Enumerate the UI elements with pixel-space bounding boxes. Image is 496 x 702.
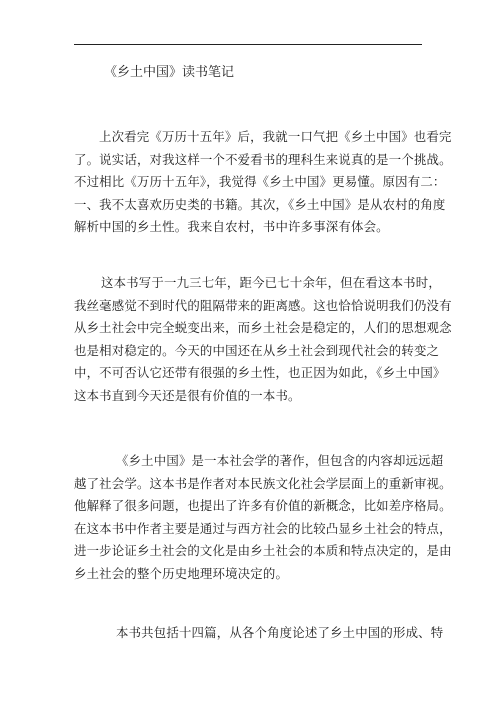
paragraph-3	[74, 450, 452, 586]
paragraph-line: 《乡土中国》是一本社会学的著作，但包含的内容却远远超	[116, 453, 444, 468]
paragraph-line: 了。说实话，对我这样一个不爱看书的理科生来说真的是一个挑战。	[74, 151, 452, 167]
paragraph-line: 上次看完《万历十五年》后，我就一口气把《乡土中国》也看完	[99, 129, 452, 144]
paragraph-line: 这本书写于一九三七年，距今已七十余年，但在看这本书时，	[101, 275, 441, 290]
paragraph-line: 这本书直到今天还是很有价值的一本书。	[74, 387, 301, 403]
paragraph-line: 一、我不太喜欢历史类的书籍。其次，《乡土中国》是从农村的角度	[74, 196, 446, 212]
paragraph-line: 从乡土社会中完全蜕变出来，而乡土社会是稳定的，人们的思想观念	[74, 320, 452, 336]
paragraph-line: 本书共包括十四篇，从各个角度论述了乡土中国的形成、特	[116, 625, 444, 640]
document-title: 《乡土中国》读书笔记	[104, 65, 235, 80]
paragraph-line: 中，不可否认它还带有很强的乡土性，也正因为如此，《乡土中国》	[74, 365, 446, 381]
paragraph-line: 进一步论证乡土社会的文化是由乡土社会的本质和特点决定的，是由	[74, 543, 452, 559]
paragraph-line: 在这本书中作者主要是通过与西方社会的比较凸显乡土社会的特点，	[74, 520, 452, 536]
paragraph-line: 不过相比《万历十五年》，我觉得《乡土中国》更易懂。原因有二：	[74, 174, 446, 190]
header-rule	[74, 44, 422, 45]
paragraph-2	[74, 272, 452, 408]
paragraph-line: 也是相对稳定的。今天的中国还在从乡土社会到现代社会的转变之	[74, 342, 440, 358]
paragraph-4	[74, 622, 444, 645]
paragraph-line: 我丝毫感觉不到时代的阻隔带来的距离感。这也恰恰说明我们仍没有	[74, 297, 452, 313]
paragraph-line: 解析中国的乡土性。我来自农村，书中许多事深有体会。	[74, 219, 389, 235]
paragraph-line: 他解释了很多问题，也提出了许多有价值的新概念，比如差序格局。	[74, 498, 452, 514]
paragraph-line: 乡土社会的整个历史地理环境决定的。	[74, 565, 289, 581]
paragraph-line: 越了社会学。这本书是作者对本民族文化社会学层面上的重新审视。	[74, 475, 452, 491]
paragraph-1	[74, 126, 452, 239]
